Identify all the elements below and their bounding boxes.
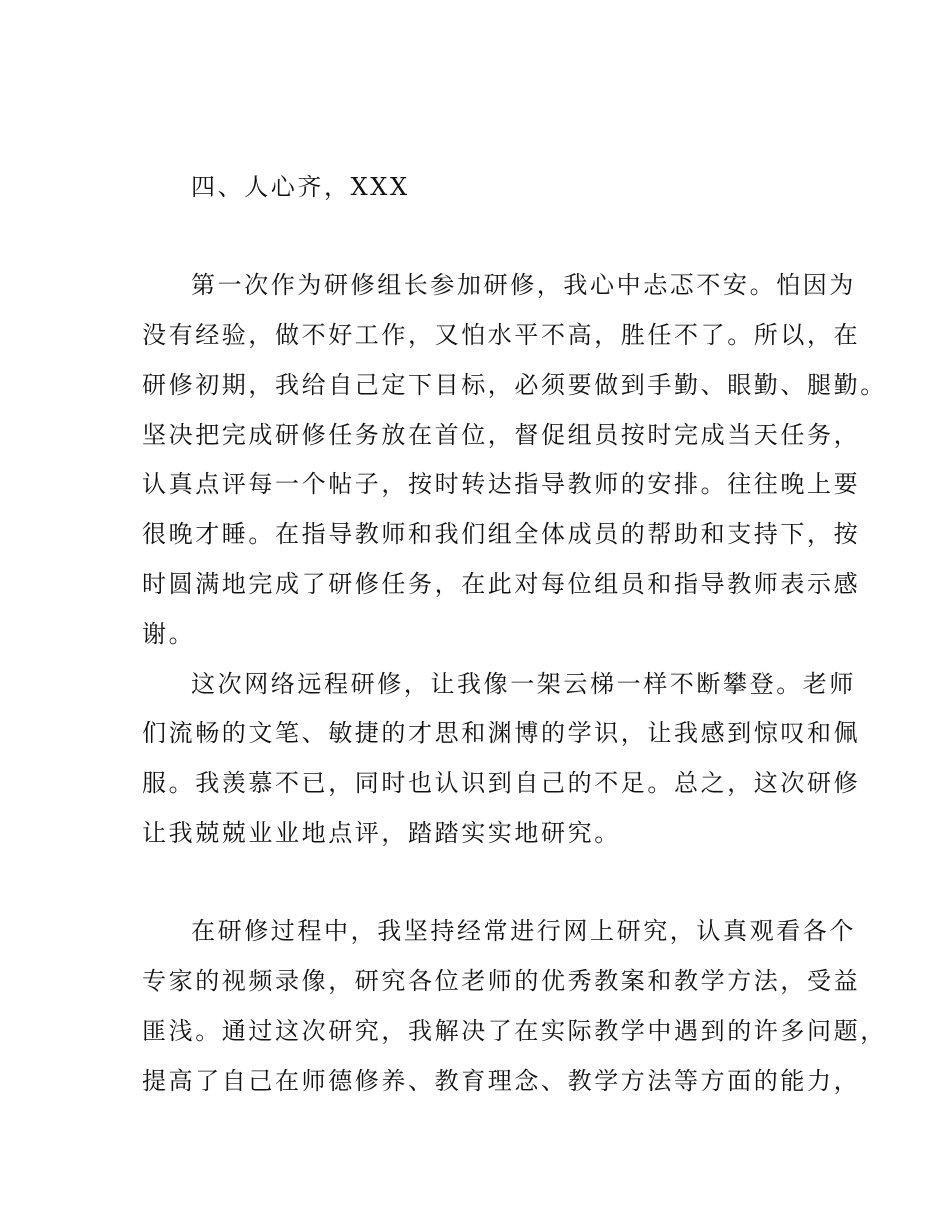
paragraph-line: 坚决把完成研修任务放在首位，督促组员按时完成当天任务， (142, 421, 861, 449)
paragraph-line: 时圆满地完成了研修任务，在此对每位组员和指导教师表示感 (142, 570, 861, 598)
paragraph-line: 匪浅。通过这次研究，我解决了在实际教学中遇到的许多问题， (142, 1017, 887, 1045)
paragraph-line: 在研修过程中，我坚持经常进行网上研究，认真观看各个 (191, 917, 856, 945)
paragraph-line: 没有经验，做不好工作，又怕水平不高，胜任不了。所以，在 (142, 321, 861, 349)
paragraph-line: 让我兢兢业业地点评，踏踏实实地研究。 (142, 819, 621, 847)
paragraph-line: 很晚才睡。在指导教师和我们组全体成员的帮助和支持下，按 (142, 520, 861, 548)
paragraph-line: 这次网络远程研修，让我像一架云梯一样不断攀登。老师 (191, 670, 856, 698)
paragraph-line: 谢。 (142, 620, 196, 648)
section-heading: 四、人心齐，XXX (191, 173, 410, 201)
paragraph-line: 研修初期，我给自己定下目标，必须要做到手勤、眼勤、腿勤。 (142, 371, 887, 399)
paragraph-line: 们流畅的文笔、敏捷的才思和渊博的学识，让我感到惊叹和佩 (142, 719, 861, 747)
paragraph-line: 认真点评每一个帖子，按时转达指导教师的安排。往往晚上要 (142, 470, 861, 498)
paragraph-line: 服。我羡慕不已，同时也认识到自己的不足。总之，这次研修 (142, 769, 861, 797)
paragraph-line: 专家的视频录像，研究各位老师的优秀教案和教学方法，受益 (142, 967, 861, 995)
paragraph-line: 提高了自己在师德修养、教育理念、教学方法等方面的能力， (142, 1067, 861, 1095)
paragraph-line: 第一次作为研修组长参加研修，我心中忐忑不安。怕因为 (191, 271, 856, 299)
